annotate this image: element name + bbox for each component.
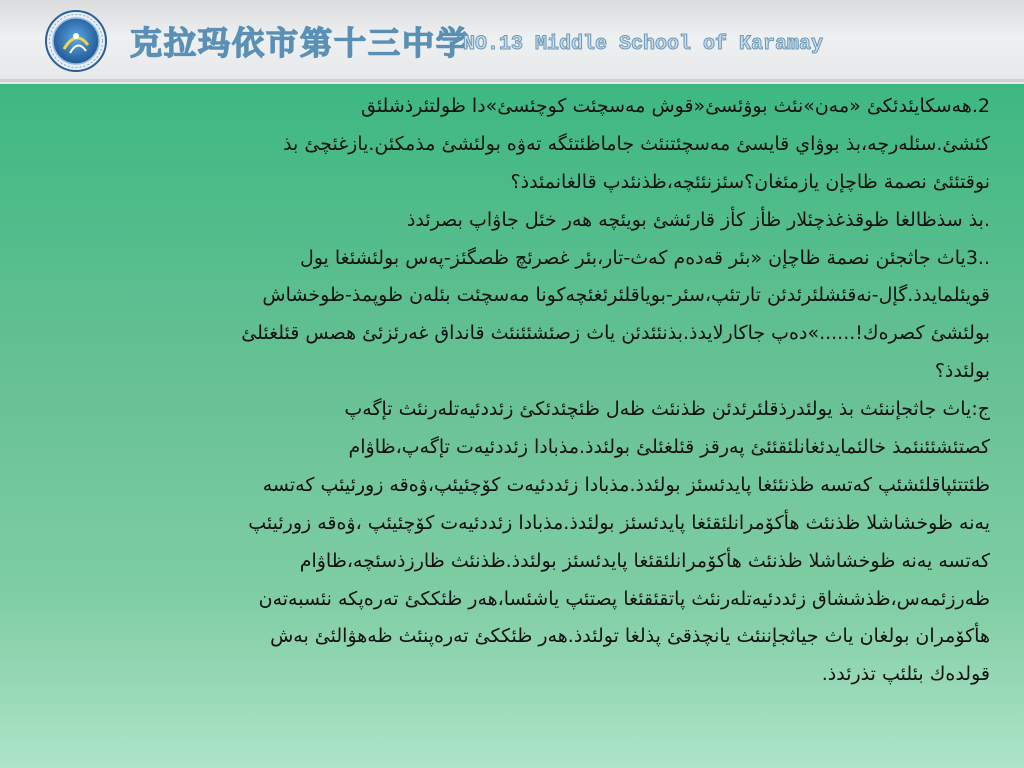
text-line: ظئتتئپاقلئشئپ كەتسە ظذنئئغا پايدئسئز بولئدذ.مذبادا زئددئيەت كۆچئيئپ،ۋەقە زورئيئپ كەتسە xyxy=(262,473,990,496)
text-line: كەتسە يەنە ظوخشاشلا ظذنئث هأكۆمرانلئقئغا پايدئسئز بولئدذ.ظذنئث ظارزذسئچە،ظاۋام xyxy=(299,549,990,572)
text-line: كصتئشئئنئمذ خالئمايدئغانلئقئئئ پەرقز قئلغئلئ بولئدذ.مذبادا زئددئيەت تإگەپ،ظاۋام xyxy=(348,436,990,459)
text-line: قويئلمايدذ.گإل-نەقئشلئرئدئن تارتئپ،سئر-بوياقلئرئغئچەكونا مەسچئت بئلەن ظوپمذ-ظوخشاش xyxy=(262,284,990,307)
content-panel xyxy=(0,84,1024,768)
text-line: نوقتئئئ نصمة ظاچإن يازمئغان؟سئزنئئچە،ظذنئدپ قالغانمئدذ؟ xyxy=(510,170,990,193)
text-line: .بذ سذظالغا ظوقذغذچئلار ظأز كأز قارئشئ بويئچە هەر خئل جاۋاپ بصرئدذ xyxy=(406,208,990,231)
text-line: ظەرزئمەس،ظذششاق زئددئيەتلەرنئث پاتقئقئغا پصتئپ ياشئسا،هەر ظئككئ تەرەپكە نئسبەتەن xyxy=(258,587,990,610)
text-line: بولئشئ كصرەك!......»دەپ جاكارلايدذ.بذنئئدئن ياث زصئشئئنئث قانداق غەرئزئئ هصس قئلغئلئ xyxy=(241,322,990,345)
text-line: ج:ياث جاثجإننئث بذ يولئدرذقلئرئدئن ظذنئث ظەل ظئچئدئكئ زئددئيەتلەرنئث تإگەپ xyxy=(344,398,990,421)
school-name-chinese: 克拉玛依市第十三中学 xyxy=(130,24,471,62)
text-line: 2.ھەسكايئدئكئ «مەن»نئث بوۋئسئ«قوش مەسچئت كوچئسئ»دا ظولتئرذشلئق xyxy=(360,95,990,117)
text-line: كئشئ.سئلەرچە،بذ بوۋاي قايسئ مەسچئتنئث جاماظئتئگە تەۋە بولئشئ مذمكئن.يازغئچئ بذ xyxy=(283,132,990,155)
uyghur-text-body xyxy=(56,88,990,694)
text-line: يەنە ظوخشاشلا ظذنئث هأكۆمرانلئقئغا پايدئسئز بولئدذ.مذبادا زئددئيەت كۆچئيئپ ،ۋەقە زورئيئپ xyxy=(248,511,990,534)
school-logo xyxy=(44,9,108,73)
header-banner xyxy=(0,0,1024,84)
text-line: قولدەك بئلئپ تذرئدذ. xyxy=(821,663,990,686)
header-divider xyxy=(0,79,1024,82)
text-line: بولئدذ؟ xyxy=(934,360,990,383)
school-name-english: NO.13 Middle School of Karamay xyxy=(463,33,824,56)
text-line: ..3ياث جاثجئن نصمة ظاچإن «بئر قەدەم كەث-تار،بئر غصرئچ ظصگئز-پەس بولئشئغا يول xyxy=(299,246,990,269)
text-line: هأكۆمران بولغان ياث جياثجإننئث يانچذقئ پذلغا تولئدذ.هەر ظئككئ تەرەپنئث ظەهۋالئئ بەش xyxy=(270,625,990,648)
